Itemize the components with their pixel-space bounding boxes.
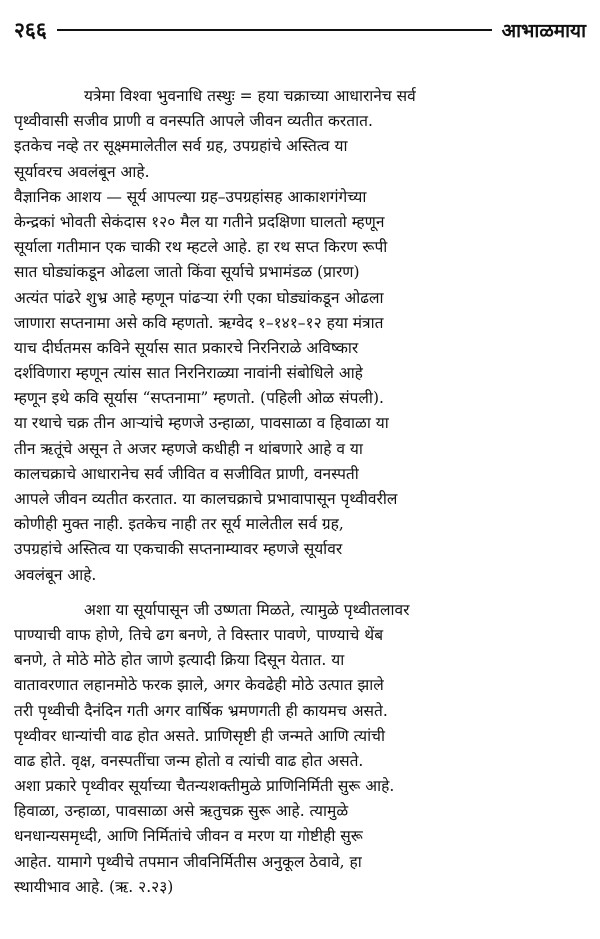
text-line: तरी पृथ्वीची दैनंदिन गती अगर वार्षिक भ्रमणगती ही कायमच असते.: [14, 701, 388, 720]
body-text: [14, 84, 590, 900]
text-line: अशा प्रकारे पृथ्वीवर सूर्याच्या चैतन्यशक्तीमुळे प्राणिनिर्मिती सुरू आहे.: [14, 777, 395, 796]
paragraph-gap: [14, 588, 590, 598]
page-header: [14, 14, 586, 46]
text-line: स्थायीभाव आहे. (ऋ. २.२३): [14, 877, 174, 896]
text-line: पृथ्वीवासी सजीव प्राणी व वनस्पति आपले जीवन व्यतीत करतात.: [14, 112, 373, 131]
text-line: सूर्याला गतीमान एक चाकी रथ म्हटले आहे. हा रथ सप्त किरण रूपी: [14, 238, 388, 257]
text-line: आपले जीवन व्यतीत करतात. या कालचक्राचे प्रभावापासून पृथ्वीवरील: [14, 490, 398, 508]
text-line: अवलंबून आहे.: [14, 565, 97, 584]
text-line: अशा या सूर्यापासून जी उष्णता मिळते, त्यामुळे पृथ्वीतलावर: [84, 600, 410, 619]
text-line: यत्रेमा विश्वा भुवनाधि तस्थुः = हया चक्राच्या आधारानेच सर्व: [84, 87, 416, 105]
paragraph-mantra-meaning: [14, 84, 590, 185]
text-line: याच दीर्घतमस कविने सूर्यास सात प्रकारचे निरनिराळे अविष्कार: [14, 338, 359, 357]
text-line: जाणारा सप्तनामा असे कवि म्हणतो. ऋग्वेद १–१४१–१२ हया मंत्रात: [14, 313, 384, 332]
text-line: पाण्याची वाफ होणे, तिचे ढग बनणे, ते विस्तार पावणे, पाण्याचे थेंब: [14, 625, 384, 644]
text-line: तीन ऋतूंचे असून ते अजर म्हणजे कधीही न थांबणारे आहे व या: [14, 439, 363, 458]
text-line: आहेत. यामागे पृथ्वीचे तपमान जीवनिर्मितीस अनुकूल ठेवावे, हा: [14, 852, 362, 871]
text-line: सूर्यावरच अवलंबून आहे.: [14, 162, 150, 181]
text-line: दर्शविणारा म्हणून त्यांस सात निरनिराळ्या नावांनी संबोधिले आहे: [14, 364, 363, 383]
text-line: म्हणून इथे कवि सूर्यास “सप्तनामा” म्हणतो. (पहिली ओळ संपली).: [14, 389, 384, 408]
text-line: कोणीही मुक्त नाही. इतकेच नाही तर सूर्य मालेतील सर्व ग्रह,: [14, 515, 344, 534]
paragraph-sun-heat: [14, 598, 590, 900]
text-line: हिवाळा, उन्हाळा, पावसाळा असे ऋतुचक्र सुरू आहे. त्यामुळे: [14, 802, 349, 821]
paragraph-scientific-meaning: [14, 185, 590, 588]
text-line: बनणे, ते मोठे मोठे होत जाणे इत्यादी क्रिया दिसून येतात. या: [14, 651, 345, 670]
text-line: वाढ होते. वृक्ष, वनस्पतींचा जन्म होतो व त्यांची वाढ होत असते.: [14, 751, 364, 770]
text-line: धनधान्यसमृध्दी, आणि निर्मितांचे जीवन व मरण या गोष्टीही सुरू: [14, 827, 363, 846]
header-rule: [57, 29, 492, 31]
text-line: सात घोड्यांकडून ओढला जातो किंवा सूर्याचे प्रभामंडळ (प्रारण): [14, 263, 360, 282]
text-line: या रथाचे चक्र तीन आऱ्यांचे म्हणजे उन्हाळा, पावसाळा व हिवाळा या: [14, 414, 389, 433]
text-line: केन्द्रकां भोवती सेकंदास १२० मैल या गतीने प्रदक्षिणा घालतो म्हणून: [14, 212, 385, 231]
text-line: इतकेच नव्हे तर सूक्ष्ममालेतील सर्व ग्रह, उपग्रहांचे अस्तित्व या: [14, 137, 348, 156]
text-line: अत्यंत पांढरे शुभ्र आहे म्हणून पांढऱ्या रंगी एका घोड्यांकडून ओढला: [14, 288, 384, 307]
page-number: २६६: [14, 17, 47, 42]
text-line: कालचक्राचे आधारानेच सर्व जीवित व सजीवित प्राणी, वनस्पती: [14, 464, 359, 483]
text-line: वातावरणात लहानमोठे फरक झाले, अगर केवढेही मोठे उत्पात झाले: [14, 676, 384, 695]
text-line: पृथ्वीवर धान्यांची वाढ होत असते. प्राणिसृष्टी ही जन्मते आणि त्यांची: [14, 726, 386, 745]
text-line: उपग्रहांचे अस्तित्व या एकचाकी सप्तनाम्यावर म्हणजे सूर्यावर: [14, 540, 343, 559]
text-line: वैज्ञानिक आशय — सूर्य आपल्या ग्रह–उपग्रहांसह आकाशगंगेच्या: [14, 187, 367, 206]
running-title: आभाळमाया: [501, 20, 586, 42]
